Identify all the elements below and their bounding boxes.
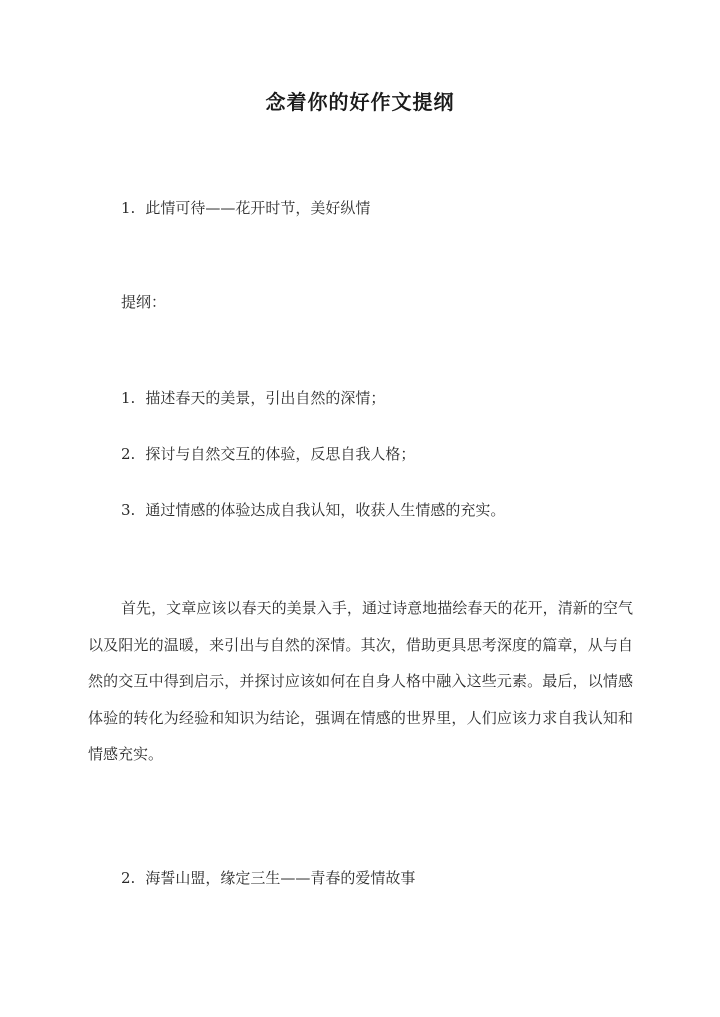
outline-item [121,444,415,464]
outline-item-text: 探讨与自然交互的体验，反思自我人格； [145,445,416,463]
body-paragraph: 首先，文章应该以春天的美景入手，通过诗意地描绘春天的花开，清新的空气以及阳光的温暖，来引出与自然的深情。其次，借助更具思考深度的篇章，从与自然的交互中得到启示，并探讨应该如何在自身人格中融入这些元素。最后，以情感体验的转化为经验和知识为结论，强调在情感的世界里，人们应该力求自我认知和情感充实。 [88,599,633,764]
section-heading-1 [121,198,370,218]
outline-item-number: 3. [121,501,136,519]
outline-item [121,500,505,520]
outline-item-text: 通过情感的体验达成自我认知，收获人生情感的充实。 [145,501,506,519]
section-heading-text: 海誓山盟，缘定三生——青春的爱情故事 [145,869,416,887]
document-title: 念着你的好作文提纲 [265,90,455,114]
outline-item-number: 1. [121,389,136,407]
outline-item-number: 2. [121,445,136,463]
section-heading-2 [121,868,415,888]
section-number: 2. [121,869,136,887]
section-number: 1. [121,199,136,217]
outline-item-text: 描述春天的美景，引出自然的深情； [145,389,386,407]
outline-item [121,388,385,408]
outline-label: 提纲： [121,293,167,311]
section-heading-text: 此情可待——花开时节，美好纵情 [145,199,371,217]
